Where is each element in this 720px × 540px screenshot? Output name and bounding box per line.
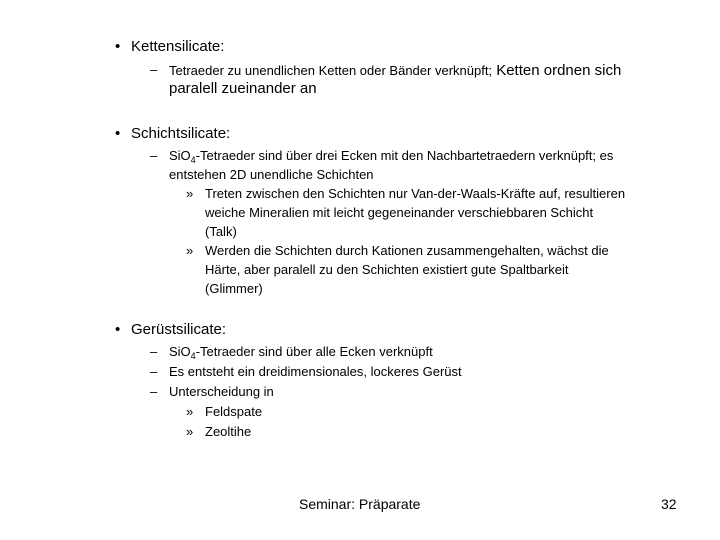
text-small: Tetraeder zu unendlichen Ketten oder Bänder verknüpft;	[169, 63, 493, 78]
bullet-marker: •	[115, 125, 121, 142]
formula-subscript: 4	[190, 351, 196, 361]
text-rest: -Tetraeder sind über drei Ecken mit den Nachbartetraedern verknüpft; es	[195, 148, 614, 163]
subitem-text: Werden die Schichten durch Kationen zusammengehalten, wächst die	[205, 243, 609, 258]
chevron-marker: »	[186, 186, 194, 201]
subitem-text: weiche Mineralien mit leicht gegeneinander verschiebbaren Schicht	[205, 205, 594, 220]
schichtsilicate-description	[169, 148, 613, 163]
heading-kettensilicate: Kettensilicate:	[131, 38, 225, 55]
dash-marker: –	[150, 62, 158, 77]
formula-sio: SiO	[169, 148, 191, 163]
geruestsilicate-item	[169, 344, 433, 359]
formula-subscript: 4	[190, 155, 196, 165]
page-number: 32	[661, 496, 677, 512]
dash-marker: –	[150, 364, 158, 379]
heading-geruestsilicate: Gerüstsilicate:	[131, 321, 227, 338]
subitem-zeoltihe: Zeoltihe	[205, 424, 252, 439]
dash-marker: –	[150, 384, 158, 399]
chevron-marker: »	[186, 404, 194, 419]
formula-sio: SiO	[169, 344, 191, 359]
subitem-text: Treten zwischen den Schichten nur Van-der-Waals-Kräfte auf, resultieren	[205, 186, 626, 201]
subitem-text: (Talk)	[205, 224, 237, 239]
footer-title: Seminar: Präparate	[299, 496, 421, 512]
kettensilicate-description-line2: paralell zueinander an	[169, 80, 317, 97]
kettensilicate-description	[169, 62, 621, 79]
bullet-marker: •	[115, 321, 121, 338]
subitem-feldspate: Feldspate	[205, 404, 263, 419]
dash-marker: –	[150, 344, 158, 359]
dash-marker: –	[150, 148, 158, 163]
bullet-marker: •	[115, 38, 121, 55]
chevron-marker: »	[186, 424, 194, 439]
geruestsilicate-item: Es entsteht ein dreidimensionales, lockeres Gerüst	[169, 364, 462, 379]
heading-schichtsilicate: Schichtsilicate:	[131, 125, 231, 142]
subitem-text: (Glimmer)	[205, 281, 263, 296]
chevron-marker: »	[186, 243, 194, 258]
schichtsilicate-description-line2: entstehen 2D unendliche Schichten	[169, 167, 374, 182]
subitem-text: Härte, aber paralell zu den Schichten existiert gute Spaltbarkeit	[205, 262, 569, 277]
text-rest: -Tetraeder sind über alle Ecken verknüpft	[195, 344, 433, 359]
text-large: Ketten ordnen sich	[492, 62, 622, 79]
geruestsilicate-item: Unterscheidung in	[169, 384, 274, 399]
